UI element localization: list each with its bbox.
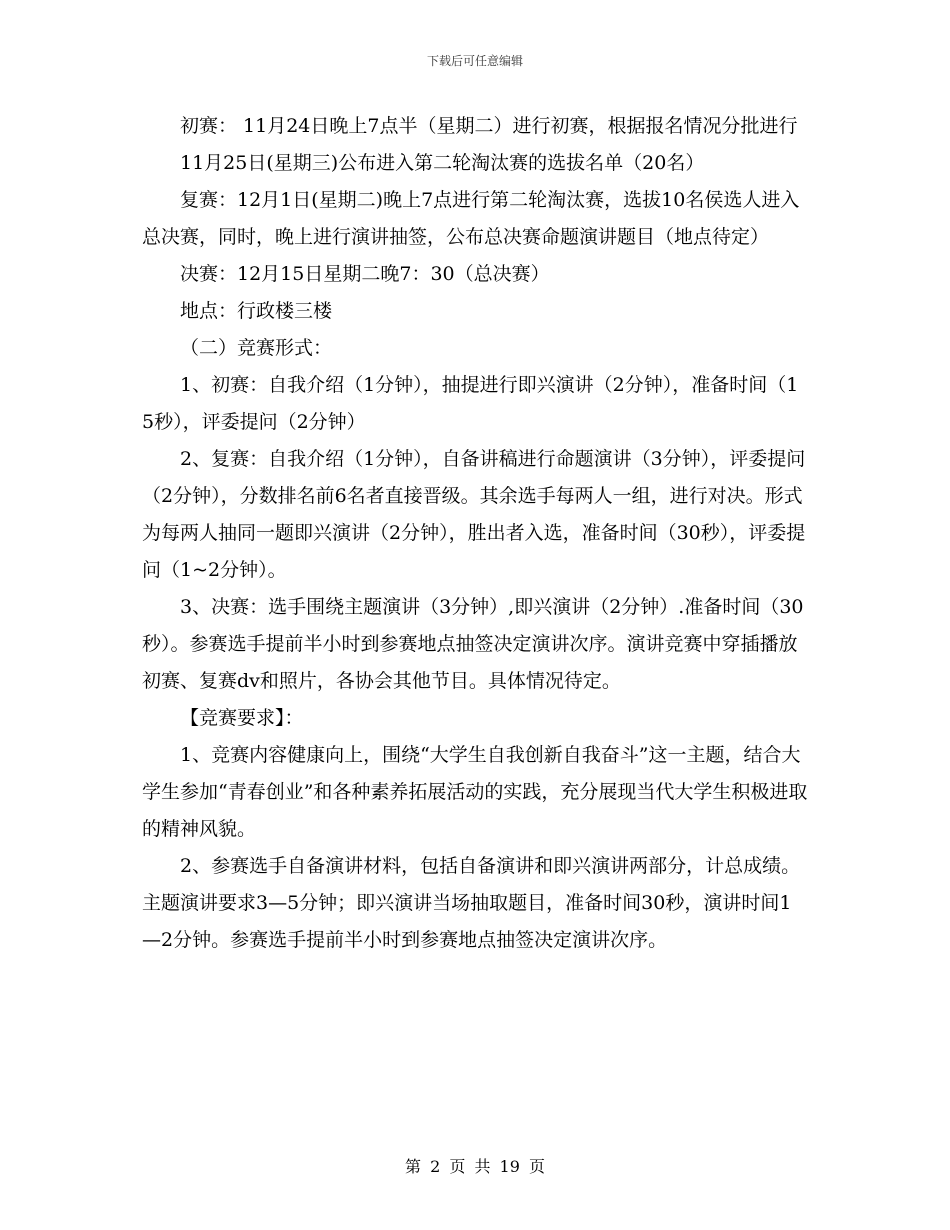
document-body: [142, 108, 810, 959]
paragraph-format-3: 3、决赛：选手围绕主题演讲（3分钟）,即兴演讲（2分钟）.准备时间（30秒）。参赛选手提前半小时到参赛地点抽签决定演讲次序。演讲竞赛中穿插播放初赛、复赛dv和照片，各协会其他节目。具体情况待定。: [142, 596, 804, 692]
paragraph-announcement: 11月25日(星期三)公布进入第二轮淘汰赛的选拔名单（20名）: [180, 152, 705, 174]
page-footer: 第 2 页 共 19 页: [405, 1157, 545, 1176]
section-heading-requirements: 【竞赛要求】：: [180, 707, 304, 729]
paragraph-format-1: 1、初赛：自我介绍（1分钟），抽提进行即兴演讲（2分钟），准备时间（15秒），评委提问（2分钟）: [142, 374, 799, 433]
section-heading-format: （二）竞赛形式：: [180, 337, 333, 359]
paragraph-requirement-2: 2、参赛选手自备演讲材料，包括自备演讲和即兴演讲两部分，计总成绩。主题演讲要求3—5分钟；即兴演讲当场抽取题目，准备时间30秒，演讲时间1—2分钟。参赛选手提前半小时到参赛地点抽签决定演讲次序。: [142, 855, 801, 951]
paragraph-final: 决赛：12月15日星期二晚7：30（总决赛）: [180, 263, 550, 285]
paragraph-format-2: 2、复赛：自我介绍（1分钟），自备讲稿进行命题演讲（3分钟），评委提问（2分钟），分数排名前6名者直接晋级。其余选手每两人一组，进行对决。形式为每两人抽同一题即兴演讲（2分钟），胜出者入选，准备时间（30秒），评委提问（1~2分钟）。: [142, 448, 806, 581]
paragraph-semifinal: 复赛：12月1日(星期二)晚上7点进行第二轮淘汰赛，选拔10名侯选人进入总决赛，同时，晚上进行演讲抽签，公布总决赛命题演讲题目（地点待定）: [142, 189, 800, 248]
page-header: 下载后可任意编辑: [426, 54, 523, 68]
paragraph-preliminary: 初赛： 11月24日晚上7点半（星期二）进行初赛，根据报名情况分批进行: [180, 115, 798, 137]
paragraph-requirement-1: 1、竞赛内容健康向上，围绕“大学生自我创新自我奋斗”这一主题，结合大学生参加“青春创业”和各种素养拓展活动的实践，充分展现当代大学生积极进取的精神风貌。: [142, 744, 808, 840]
paragraph-location: 地点：行政楼三楼: [180, 300, 333, 322]
